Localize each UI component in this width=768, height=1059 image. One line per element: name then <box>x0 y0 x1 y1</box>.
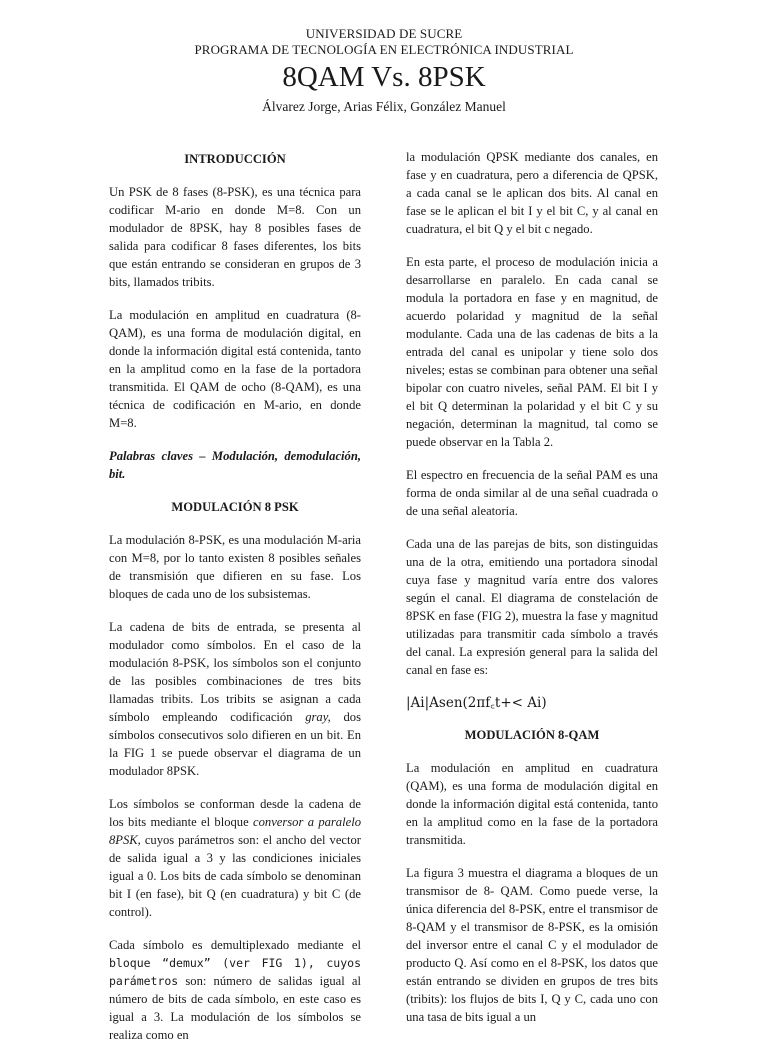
program-name: PROGRAMA DE TECNOLOGÍA EN ELECTRÓNICA INDUSTRIAL <box>194 42 574 57</box>
document-title: 8QAM Vs. 8PSK <box>282 61 486 93</box>
document-header <box>0 0 768 116</box>
qam-paragraph-2: La figura 3 muestra el diagrama a bloques de un transmisor de 8- QAM. Como puede verse, la única diferencia del 8-PSK, entre el transmisor de 8-QAM y el transmisor de 8-PSK, es la omisión del inversor entre el canal C y el modulador de producto Q. Así como en el 8-PSK, los datos que están entrando se dividen en grupos de tres bits (tribits): los flujos de bits I, Q y C, cada uno con una tasa de bits igual a un <box>406 866 658 1024</box>
text-span: La cadena de bits de entrada, se presenta al modulador como símbolos. En el caso de la modulación 8-PSK, los símbolos son el conjunto de las posibles combinaciones de tres bits llamadas tribits. Los tribits se asignan a cada símbolo empleando codificación <box>109 620 361 724</box>
italic-term: conversor a paralelo 8PSK, <box>109 815 361 847</box>
phase-channel-formula: |Ai|Asen(2πf꜀t+< Ai) <box>406 695 547 711</box>
psk-paragraph-3 <box>109 795 361 921</box>
introduction-heading: INTRODUCCIÓN <box>184 152 286 166</box>
psk-paragraph-1: La modulación 8-PSK, es una modulación M-aria con M=8, por lo tanto existen 8 posibles señales de transmisión que difieren en su fase. Los bloques de cada uno de los subsistemas. <box>109 533 361 601</box>
left-column <box>109 150 361 1059</box>
intro-paragraph-2: La modulación en amplitud en cuadratura (8-QAM), es una forma de modulación digital, en donde la información digital está contenida, tanto en la amplitud como en la fase de la portadora transmitida. El QAM de ocho (8-QAM), es una técnica de codificación en M-ario, en donde M=8. <box>109 308 361 430</box>
right-paragraph-4: Cada una de las parejas de bits, son distinguidas una de la otra, emitiendo una portadora sinodal cuya fase y magnitud varía entre dos valores según el canal. El diagrama de constelación de 8PSK en fase (FIG 2), muestra la fase y magnitud utilizadas para transmitir cada símbolo a través del canal. La expresión general para la salida del canal en fase es: <box>406 537 658 677</box>
psk-paragraph-4 <box>109 936 361 1044</box>
right-paragraph-2: En esta parte, el proceso de modulación inicia a desarrollarse en paralelo. En cada canal se modula la portadora en fase y en magnitud, de acuerdo polaridad y magnitud de la señal modulante. Cada una de las cadenas de bits a la entrada del canal es unipolar y tiene solo dos niveles; estas se combinan para obtener una señal bipolar con cuatro niveles, señal PAM. El bit I y el bit Q determinan la polaridad y el bit C y su negación, determinan la magnitud, tal como se puede observar en la Tabla 2. <box>406 255 658 449</box>
text-span: Cada símbolo es demultiplexado mediante el <box>109 938 361 952</box>
right-column <box>406 148 658 1041</box>
italic-term: gray, <box>305 710 331 724</box>
text-span: dos símbolos consecutivos solo difieren en un bit. En la FIG 1 se puede observar el diagrama de un modulador 8PSK. <box>109 710 361 778</box>
right-paragraph-1: la modulación QPSK mediante dos canales, en fase y en cuadratura, pero a diferencia de QPSK, a cada canal se le aplican dos bits. Al canal en fase se le aplican el bit I y el bit C, y al canal en cuadratura, el bit Q y el bit c negado. <box>406 150 658 236</box>
authors-line: Álvarez Jorge, Arias Félix, González Manuel <box>262 99 506 114</box>
keywords-line: Palabras claves – Modulación, demodulación, bit. <box>109 449 361 481</box>
psk-section-heading: MODULACIÓN 8 PSK <box>171 500 299 514</box>
intro-paragraph-1: Un PSK de 8 fases (8-PSK), es una técnica para codificar M-ario en donde M=8. Con un modulador de 8PSK, hay 8 posibles fases de salida para codificar 8 fases diferentes, los bits que están entrando se consideran en grupos de 3 bits, llamados tribits. <box>109 185 361 289</box>
right-paragraph-3: El espectro en frecuencia de la señal PAM es una forma de onda similar al de una señal cuadrada o de una señal aleatoria. <box>406 468 658 518</box>
institution-name: UNIVERSIDAD DE SUCRE <box>305 26 463 41</box>
psk-paragraph-2 <box>109 618 361 780</box>
qam-section-heading: MODULACIÓN 8-QAM <box>464 728 600 742</box>
qam-paragraph-1: La modulación en amplitud en cuadratura (QAM), es una forma de modulación digital en donde la información digital está contenida, tanto en la amplitud como en la fase de la portadora transmitida. <box>406 761 658 847</box>
monospace-span: bloque “demux” (ver FIG 1), cuyos parámetros <box>109 956 361 988</box>
text-span: Los símbolos se conforman desde la cadena de los bits mediante el bloque <box>109 797 361 829</box>
text-span: cuyos parámetros son: el ancho del vector de salida igual a 3 y las condiciones iniciales igual a 0. Los bits de cada símbolo se denominan bit I (en fase), bit Q (en cuadratura) y bit C (de control). <box>109 833 361 919</box>
text-span: son: número de salidas igual al número de bits de cada símbolo, en este caso es igual a 3. La modulación de los símbolos se realiza como en <box>109 974 361 1042</box>
